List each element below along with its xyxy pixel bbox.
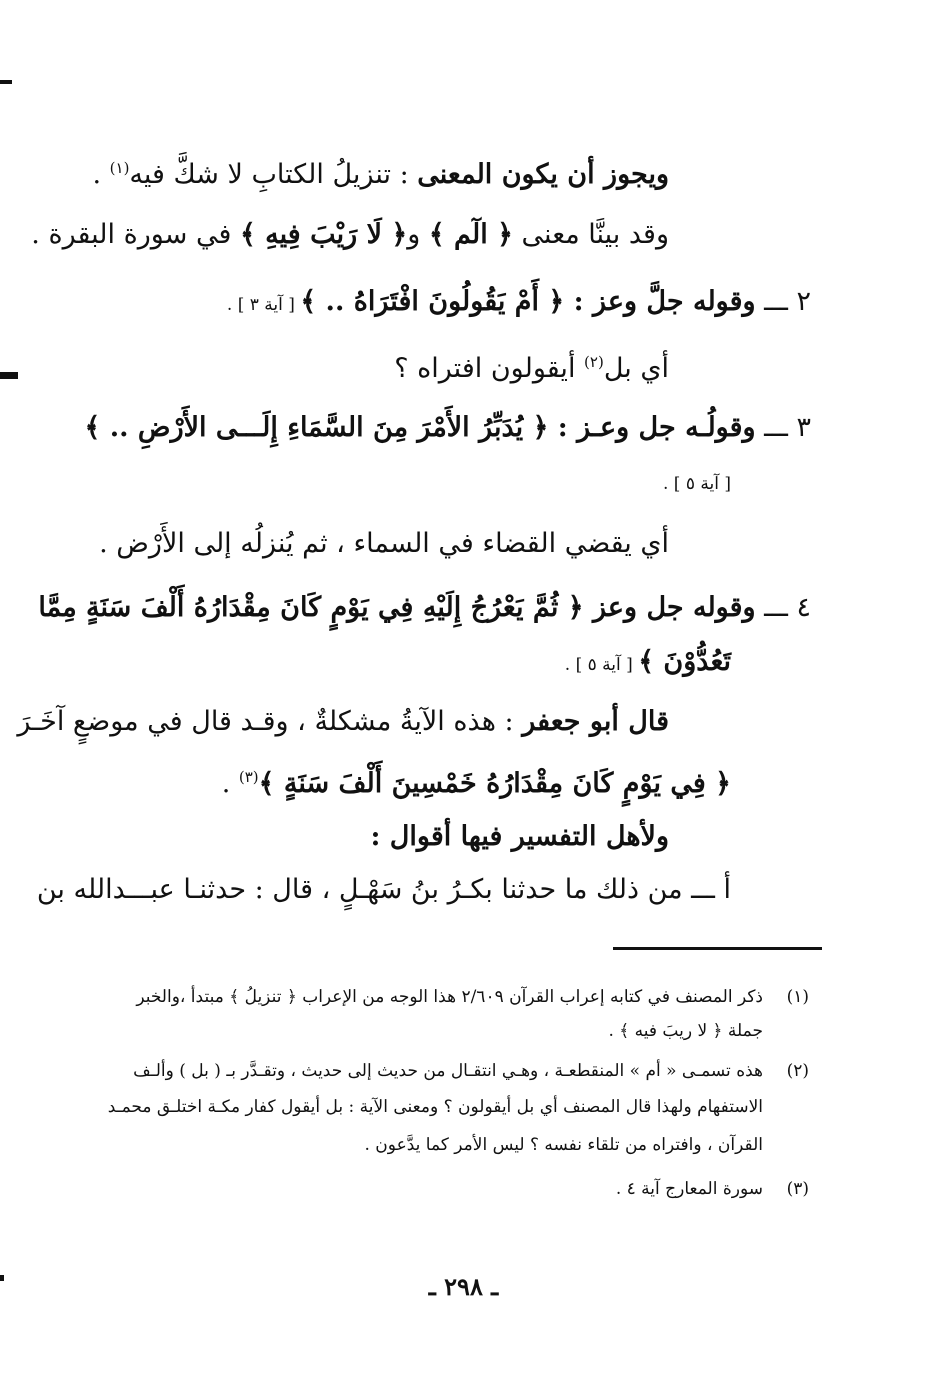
footnote-separator	[613, 947, 822, 950]
quran-quote: ﴿ أَمْ يَقُولُونَ افْتَرَاهُ .. ﴾	[300, 286, 565, 317]
text-line-10	[17, 702, 669, 742]
item-number: ٤	[796, 592, 811, 623]
text-line-4	[394, 342, 669, 389]
footnote-text: ذكر المصنف في كتابه إعراب القرآن ٢/٦٠٩ هذا الوجه من الإعراب ﴿ تنزيلُ ﴾ مبتدأ ،والخبر	[136, 987, 763, 1007]
quran-quote: ﴿ فِي يَوْمٍ كَانَ مِقْدَارُهُ خَمْسِينَ أَلْفَ سَنَةٍ ﴾	[258, 768, 731, 799]
footnote-2-cont	[365, 1131, 764, 1159]
quran-quote: تَعُدُّوْنَ ﴾	[638, 646, 731, 677]
footnote-1	[136, 983, 809, 1011]
verse-item-3	[85, 408, 812, 448]
text-run: : هذه الآيةُ مشكلةٌ ، وقـد قال في موضعٍ آخَـرَ	[17, 706, 523, 737]
item-dash: ـــ	[755, 412, 797, 443]
item-dash: ـــ	[755, 592, 797, 623]
text-line-2	[31, 215, 669, 255]
text-run: أي يقضي القضاء في السماء ، ثم يُنزلُه إلى الأَرْض .	[99, 528, 669, 559]
footnote-number: (٢)	[786, 1061, 809, 1081]
text-run: .	[92, 159, 110, 190]
page-number: ـ ٢٩٨ ـ	[428, 1272, 499, 1301]
verse-item-4	[38, 588, 811, 628]
text-run: في سورة البقرة .	[31, 219, 240, 250]
footnote-number: (١)	[786, 987, 809, 1007]
footnote-text: القرآن ، وافتراه من تلقاء نفسه ؟ ليس الأمر كما يدَّعون .	[364, 1135, 763, 1155]
text-line-11	[222, 757, 731, 804]
text-line-1	[92, 148, 669, 195]
footnote-2-cont	[108, 1093, 763, 1121]
item-number: ٣	[796, 412, 811, 443]
footnote-ref[interactable]: (٢)	[584, 353, 604, 371]
bold-phrase: وقوله جلَّ وعز :	[564, 286, 756, 317]
footnote-3	[616, 1175, 809, 1203]
section-heading	[370, 817, 669, 857]
quran-quote: ﴿ يُدَبِّرُ الأَمْرَ مِنَ السَّمَاءِ إِلَـــى الأَرْضِ .. ﴾	[84, 412, 549, 443]
heading-text: ولأهل التفسير فيها أقوال :	[370, 821, 669, 852]
footnote-1-cont	[608, 1017, 763, 1045]
ayah-reference: [ آية ٥ ] .	[564, 655, 639, 675]
text-line-13	[37, 870, 731, 910]
text-run: و	[407, 219, 429, 250]
bold-phrase: وقولُـه جل وعـز :	[548, 412, 756, 443]
verse-item-2	[227, 282, 811, 325]
scan-edge-mark	[0, 372, 18, 379]
text-run: أيقولون افتراه ؟	[394, 353, 585, 384]
quran-quote: ﴿ لَا رَيْبَ فِيهِ ﴾	[239, 219, 408, 250]
ayah-reference: [ آية ٥ ] .	[663, 474, 731, 494]
ayah-reference: [ آية ٣ ] .	[226, 295, 301, 315]
quran-quote: ﴿ الٓم ﴾	[428, 219, 513, 250]
text-run: .	[221, 768, 239, 799]
bold-phrase: ويجوز أن يكون المعنى	[417, 159, 669, 190]
text-line-9	[565, 642, 731, 685]
scan-edge-mark	[0, 80, 12, 84]
bold-phrase: وقوله جل وعز	[583, 592, 756, 623]
bold-phrase: قال أبو جعفر	[522, 706, 669, 737]
text-run: أي بل	[603, 353, 669, 384]
item-number: ٢	[796, 286, 811, 317]
quran-quote: ﴿ ثُمَّ يَعْرُجُ إِلَيْهِ فِي يَوْمٍ كَانَ مِقْدَارُهُ أَلْفَ سَنَةٍ مِمَّا	[38, 592, 584, 623]
footnote-2	[133, 1057, 809, 1085]
text-run: أ ـــ من ذلك ما حدثنا بكـرُ بنُ سَهْـلٍ ، قال : حدثنـا عبـــدالله بن	[36, 874, 731, 905]
text-run: وقد بينَّا معنى	[512, 219, 669, 250]
footnote-number: (٣)	[786, 1179, 809, 1199]
text-run: : تنزيلُ الكتابِ لا شكَّ فيه	[129, 159, 418, 190]
footnote-ref[interactable]: (١)	[109, 159, 130, 177]
footnote-text: الاستفهام ولهذا قال المصنف أي بل أيقولون ؟ ومعنى الآية : بل أيقول كفار مكـة اختلـق محمـد	[107, 1097, 763, 1117]
ayah-reference-line	[663, 464, 731, 504]
footnote-text: جملة ﴿ لا ريبَ فيه ﴾ .	[608, 1021, 763, 1041]
item-dash: ـــ	[755, 286, 797, 317]
footnote-ref[interactable]: (٣)	[238, 768, 259, 786]
footnote-text: سورة المعارج آية ٤ .	[615, 1179, 763, 1199]
text-line-7	[99, 524, 669, 564]
footnote-text: هذه تسمـى « أم » المنقطعـة ، وهـي انتقـال من حديث إلى حديث ، وتقـدَّر بـ ( بل ) وألـف	[133, 1061, 763, 1081]
